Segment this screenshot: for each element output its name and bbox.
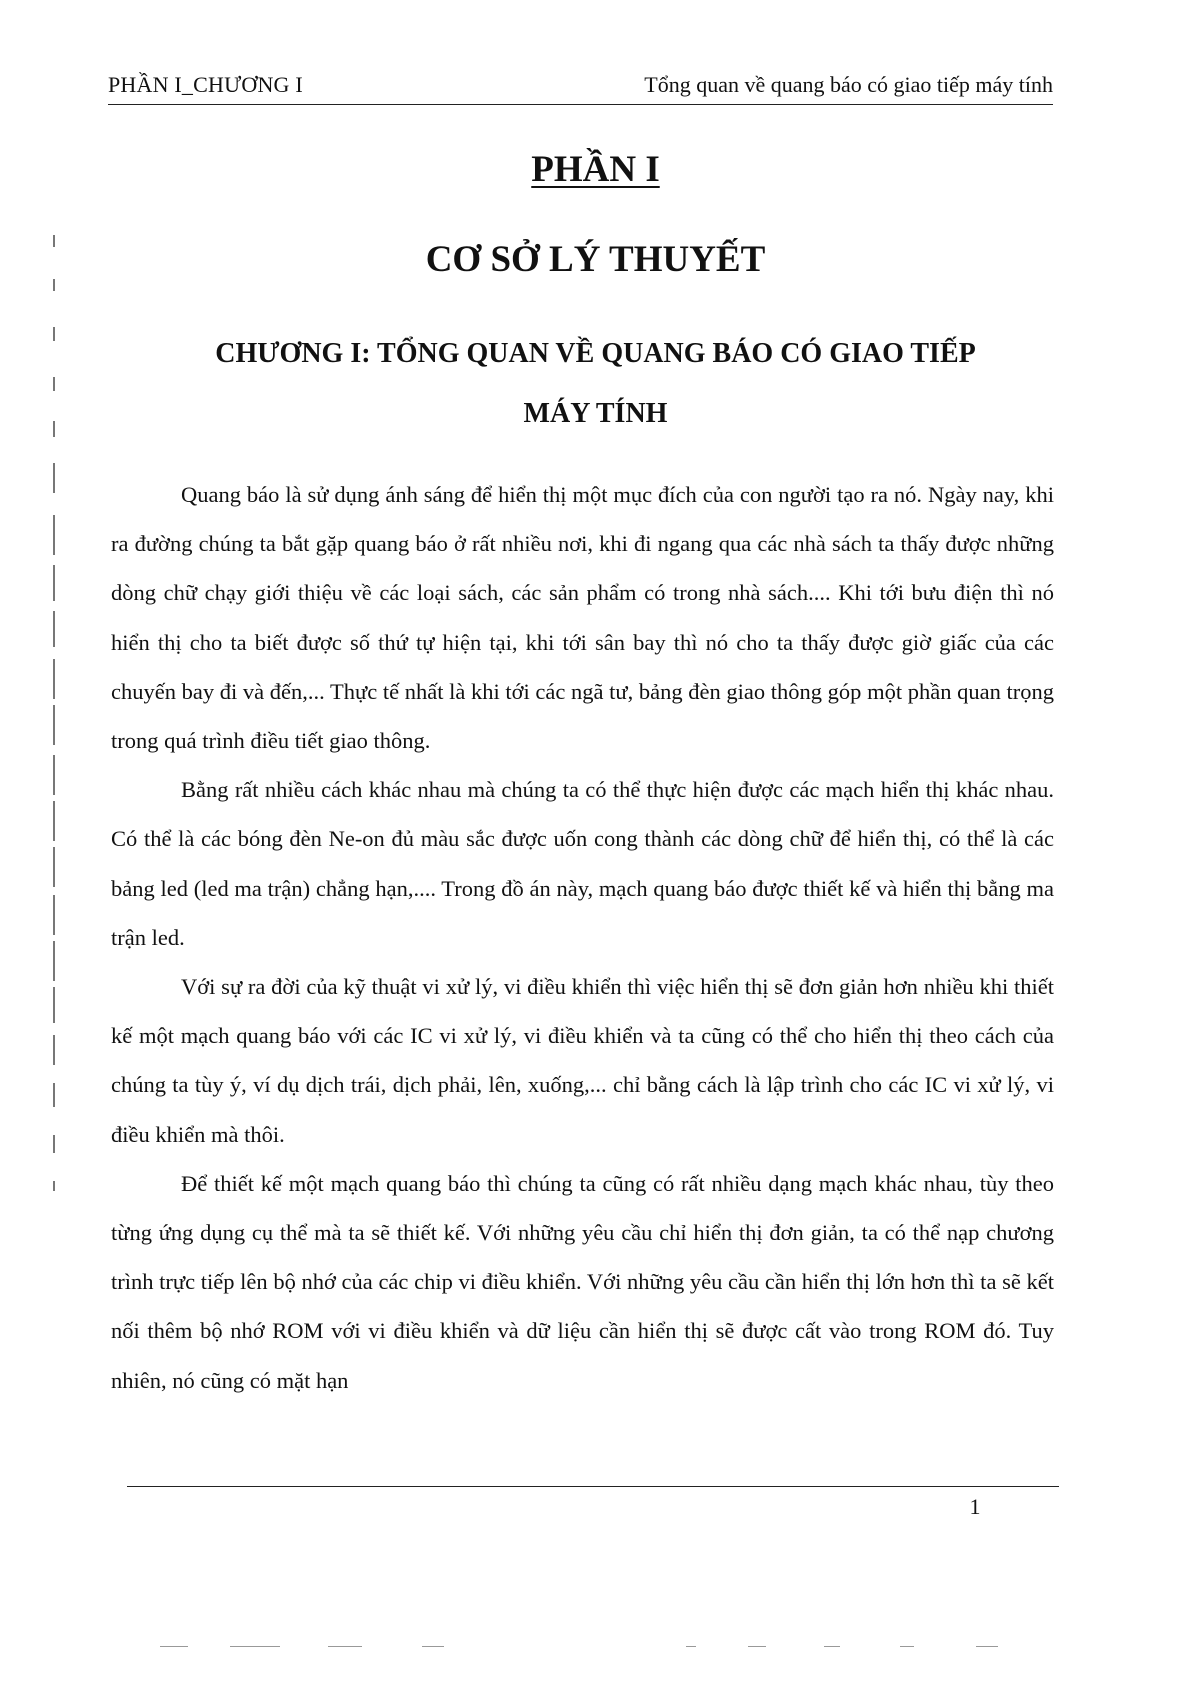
header-chapter-topic: Tổng quan về quang báo có giao tiếp máy tính: [644, 72, 1053, 97]
running-header: [108, 68, 1053, 105]
footer-rule: [127, 1486, 1059, 1487]
section-heading: CƠ SỞ LÝ THUYẾT: [425, 239, 766, 280]
scan-margin-marks: [53, 235, 57, 1195]
chapter-heading: [150, 324, 1041, 444]
paragraph: Để thiết kế một mạch quang báo thì chúng ta cũng có rất nhiều dạng mạch khác nhau, tùy theo từng ứng dụng cụ thể mà ta sẽ thiết kế. Với những yêu cầu chỉ hiển thị đơn giản, ta có thể nạp chương trình trực tiếp lên bộ nhớ của các chip vi điều khiển. Với những yêu cầu cần hiển thị lớn hơn thì ta sẽ kết nối thêm bộ nhớ ROM với vi điều khiển và dữ liệu cần hiển thị sẽ được cất vào trong ROM đó. Tuy nhiên, nó cũng có mặt hạn: [111, 1170, 1054, 1393]
part-heading: [0, 148, 1191, 191]
page-number: 1: [969, 1494, 981, 1519]
part-heading-text: PHẦN I: [531, 149, 660, 190]
chapter-heading-line-1: CHƯƠNG I: TỔNG QUAN VỀ QUANG BÁO CÓ GIAO TIẾP: [215, 338, 976, 369]
header-part-chapter: PHẦN I_CHƯƠNG I: [108, 72, 303, 97]
body-text: [111, 470, 1054, 1405]
paragraph: Quang báo là sử dụng ánh sáng để hiển thị một mục đích của con người tạo ra nó. Ngày nay, khi ra đường chúng ta bắt gặp quang báo ở rất nhiều nơi, khi đi ngang qua các nhà sách ta thấy được những dòng chữ chạy giới thiệu về các loại sách, các sản phẩm có trong nhà sách.... Khi tới bưu điện thì nó hiển thị cho ta biết được số thứ tự hiện tại, khi tới sân bay thì nó cho ta thấy được giờ giấc của các chuyến bay đi và đến,... Thực tế nhất là khi tới các ngã tư, bảng đèn giao thông góp một phần quan trọng trong quá trình điều tiết giao thông.: [111, 482, 1054, 754]
paragraph: Với sự ra đời của kỹ thuật vi xử lý, vi điều khiển thì việc hiển thị sẽ đơn giản hơn nhiều khi thiết kế một mạch quang báo với các IC vi xử lý, vi điều khiển và ta cũng có thể cho hiển thị theo cách của chúng ta tùy ý, ví dụ dịch trái, dịch phải, lên, xuống,... chỉ bằng cách là lập trình cho các IC vi xử lý, vi điều khiển mà thôi.: [111, 974, 1054, 1147]
chapter-heading-line-2: MÁY TÍNH: [523, 398, 668, 429]
paragraph: Bằng rất nhiều cách khác nhau mà chúng ta có thể thực hiện được các mạch hiển thị khác nhau. Có thể là các bóng đèn Ne-on đủ màu sắc được uốn cong thành các dòng chữ để hiển thị, có thể là các bảng led (led ma trận) chẳng hạn,.... Trong đồ án này, mạch quang báo được thiết kế và hiển thị bằng ma trận led.: [111, 777, 1054, 950]
scan-bottom-dashes: [160, 1646, 1010, 1650]
